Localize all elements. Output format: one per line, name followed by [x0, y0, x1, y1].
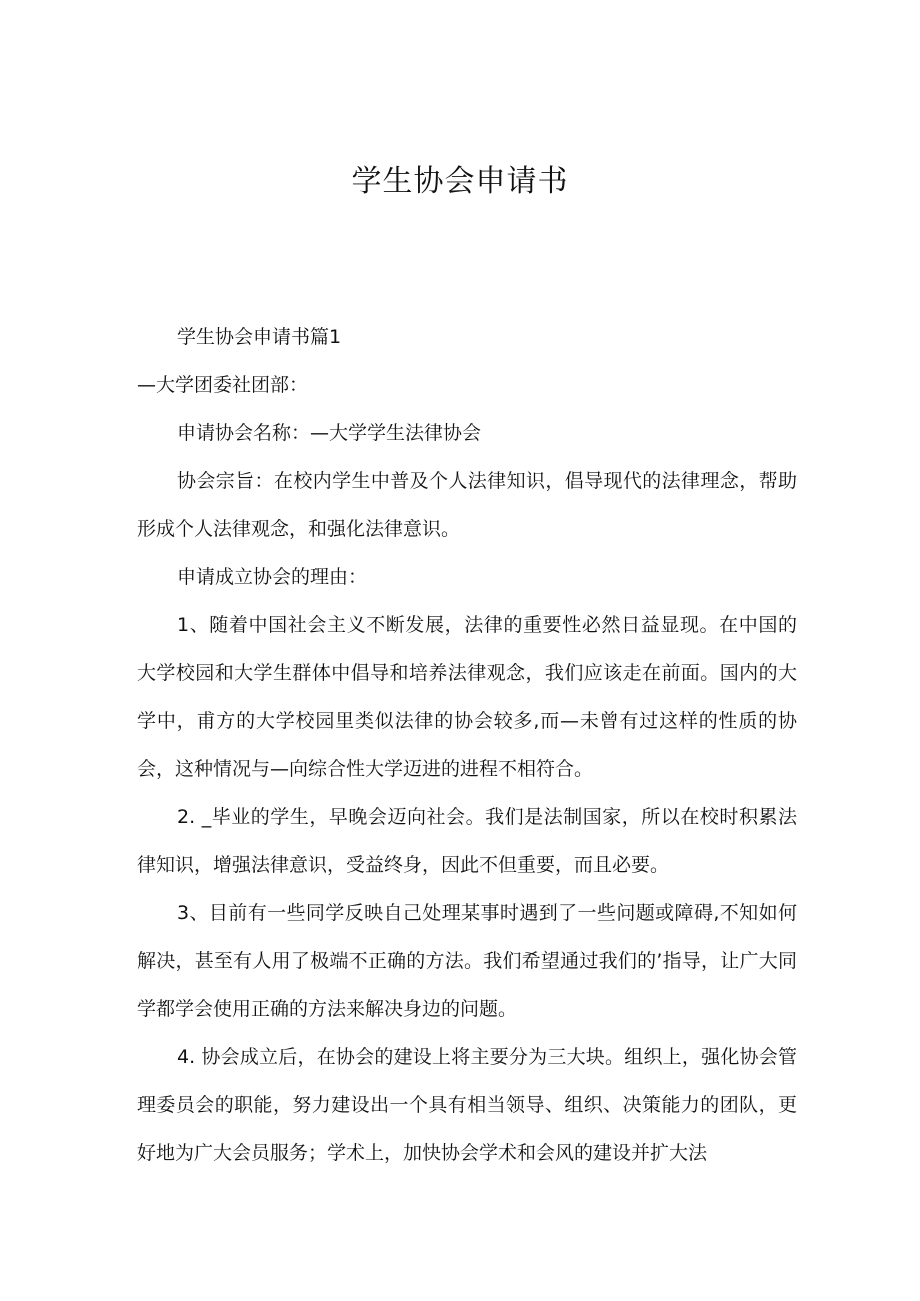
- reason-1-paragraph: 1、随着中国社会主义不断发展，法律的重要性必然日益显现。在中国的大学校园和大学生群体中倡导和培养法律观念，我们应该走在前面。国内的大学中，甫方的大学校园里类似法律的协会较多,而—未曾有过这样的性质的协会，这种情况与—向综合性大学迈进的进程不相符合。: [137, 614, 797, 780]
- addressee-line: —大学团委社团部：: [137, 374, 309, 396]
- association-name-line: 申请协会名称：—大学学生法律协会: [177, 422, 482, 444]
- section-heading: 学生协会申请书篇1: [177, 326, 342, 348]
- reasons-heading: 申请成立协会的理由：: [177, 566, 368, 588]
- document-body: [137, 313, 797, 1177]
- reason-3-paragraph: 3、目前有一些同学反映自己处理某事时遇到了一些问题或障碍,不知如何解决，甚至有人用了极端不正确的方法。我们希望通过我们的’指导，让广大同学都学会使用正确的方法来解决身边的问题。: [137, 902, 797, 1020]
- document-title: 学生协会申请书: [351, 164, 569, 199]
- association-purpose-paragraph: 协会宗旨：在校内学生中普及个人法律知识，倡导现代的法律理念，帮助形成个人法律观念，和强化法律意识。: [137, 470, 797, 540]
- reason-2-paragraph: 2. _毕业的学生，早晚会迈向社会。我们是法制国家，所以在校时积累法律知识，增强法律意识，受益终身，因此不但重要，而且必要。: [137, 806, 797, 876]
- reason-4-paragraph: 4. 协会成立后，在协会的建设上将主要分为三大块。组织上，强化协会管理委员会的职能，努力建设出一个具有相当领导、组织、决策能力的团队，更好地为广大会员服务；学术上，加快协会学术和会风的建设并扩大法: [137, 1046, 797, 1164]
